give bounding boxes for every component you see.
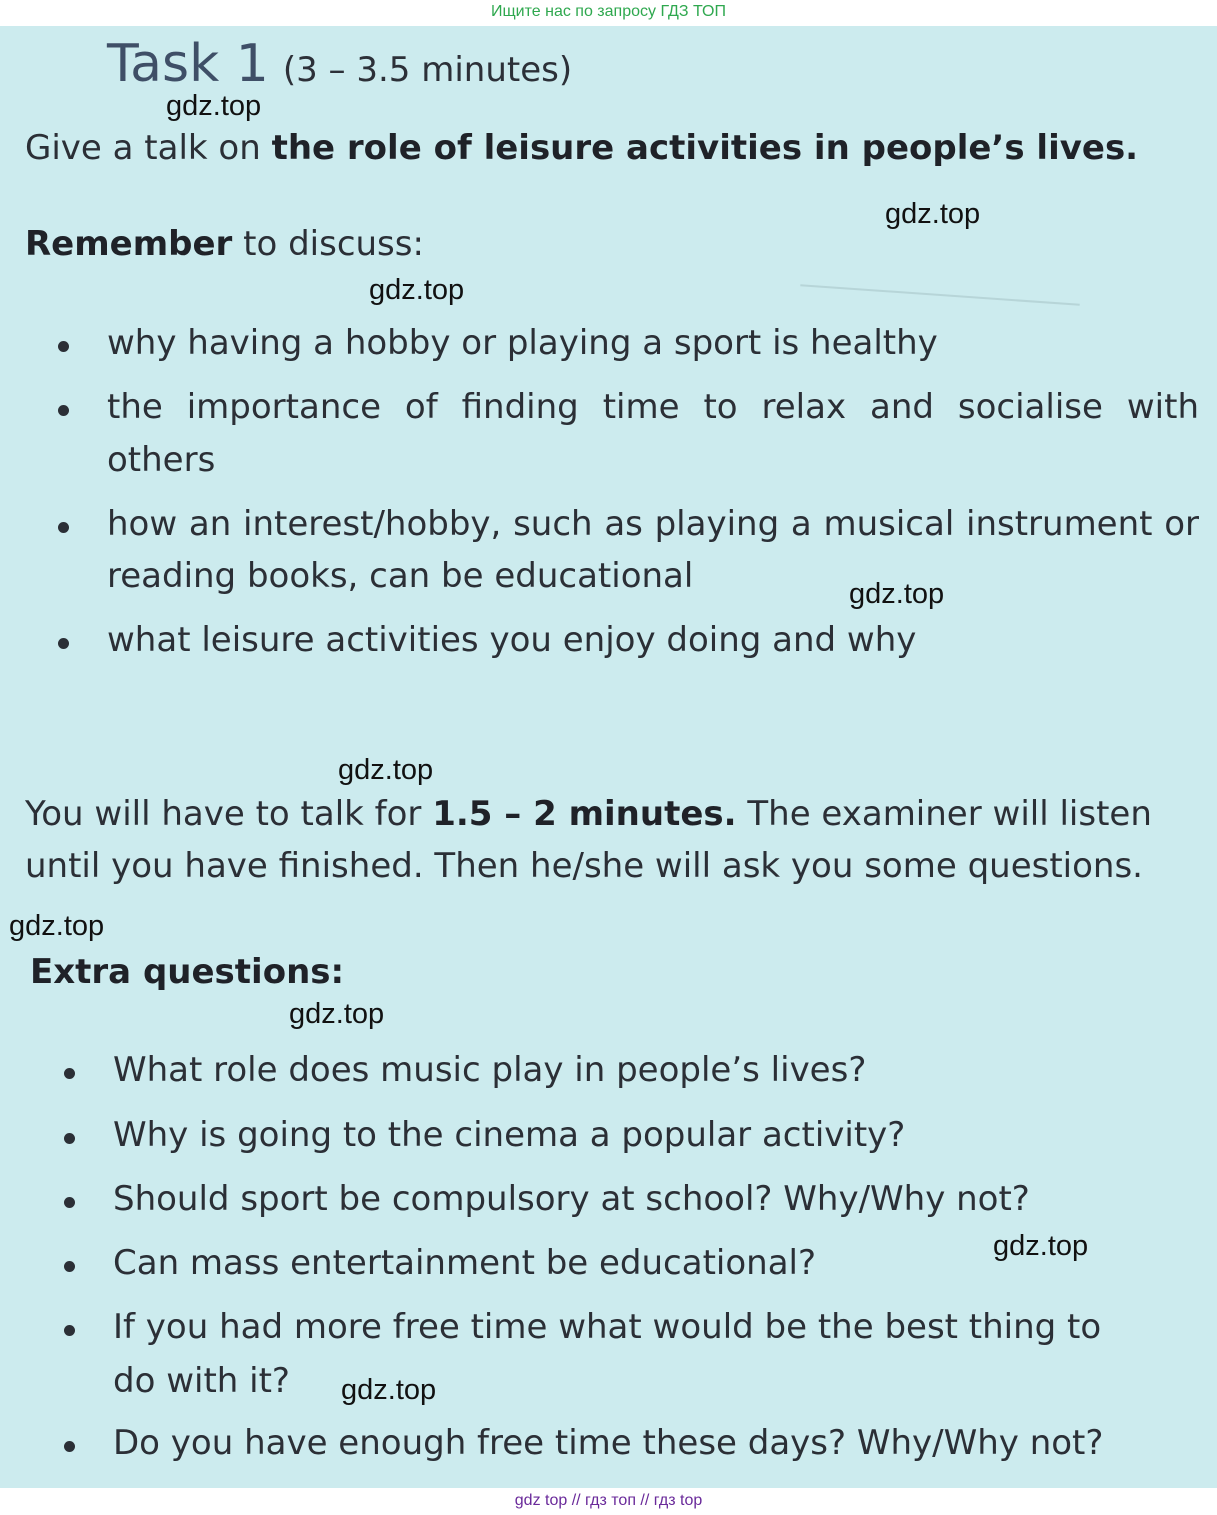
discuss-point-continuation: reading books, can be educational	[107, 556, 694, 596]
watermark: gdz.top	[849, 578, 945, 610]
bullet-dot	[64, 1325, 75, 1336]
discuss-point: why having a hobby or playing a sport is healthy	[107, 323, 938, 363]
instructions-duration: 1.5 – 2 minutes.	[432, 794, 737, 834]
remember-bold: Remember	[25, 224, 233, 264]
textbook-page	[0, 26, 1217, 1488]
intro-topic: the role of leisure activities in people’s lives.	[271, 128, 1139, 168]
discuss-point: how an interest/hobby, such as playing a musical instrument or	[107, 504, 1199, 544]
watermark: gdz.top	[885, 198, 981, 230]
extra-question: What role does music play in people’s lives?	[113, 1050, 867, 1090]
remember-rest: to discuss:	[232, 224, 424, 264]
discuss-point-continuation: others	[107, 440, 216, 480]
extra-question: Do you have enough free time these days? Why/Why not?	[113, 1423, 1104, 1463]
discuss-point: what leisure activities you enjoy doing and why	[107, 620, 917, 660]
intro-prefix: Give a talk on	[25, 128, 272, 168]
instructions-line-1	[25, 794, 1152, 834]
watermark: gdz.top	[993, 1230, 1089, 1262]
bullet-dot	[64, 1441, 75, 1452]
extra-question: Why is going to the cinema a popular activity?	[113, 1115, 906, 1155]
watermark: gdz.top	[9, 910, 105, 942]
instructions-prefix: You will have to talk for	[25, 794, 433, 834]
bullet-dot	[58, 638, 69, 649]
top-banner[interactable]: Ищите нас по запросу ГДЗ ТОП	[0, 0, 1217, 26]
watermark: gdz.top	[338, 754, 434, 786]
extra-heading: Extra questions:	[30, 952, 345, 992]
bullet-dot	[58, 522, 69, 533]
watermark: gdz.top	[166, 90, 262, 122]
watermark: gdz.top	[289, 998, 385, 1030]
watermark: gdz.top	[341, 1374, 437, 1406]
bottom-banner[interactable]: gdz top // гдз топ // гдз top	[0, 1488, 1217, 1515]
watermark: gdz.top	[369, 274, 465, 306]
bullet-dot	[64, 1261, 75, 1272]
task-time: (3 – 3.5 minutes)	[282, 50, 573, 90]
bullet-dot	[64, 1068, 75, 1079]
instructions-suffix: The examiner will listen	[736, 794, 1152, 834]
intro-line	[25, 128, 1138, 168]
bullet-dot	[58, 405, 69, 416]
bleed-through-line	[800, 284, 1079, 306]
remember-line	[25, 224, 424, 264]
bullet-dot	[58, 341, 69, 352]
task-title: Task 1	[107, 34, 269, 94]
extra-question: If you had more free time what would be the best thing to	[113, 1307, 1102, 1347]
extra-question: Can mass entertainment be educational?	[113, 1243, 817, 1283]
extra-question-continuation: do with it?	[113, 1361, 290, 1401]
bullet-dot	[64, 1133, 75, 1144]
instructions-line-2: until you have finished. Then he/she will ask you some questions.	[25, 846, 1143, 886]
task-heading	[107, 34, 572, 94]
extra-question: Should sport be compulsory at school? Why/Why not?	[113, 1179, 1030, 1219]
discuss-point: the importance of finding time to relax and socialise with	[107, 387, 1199, 427]
bullet-dot	[64, 1197, 75, 1208]
